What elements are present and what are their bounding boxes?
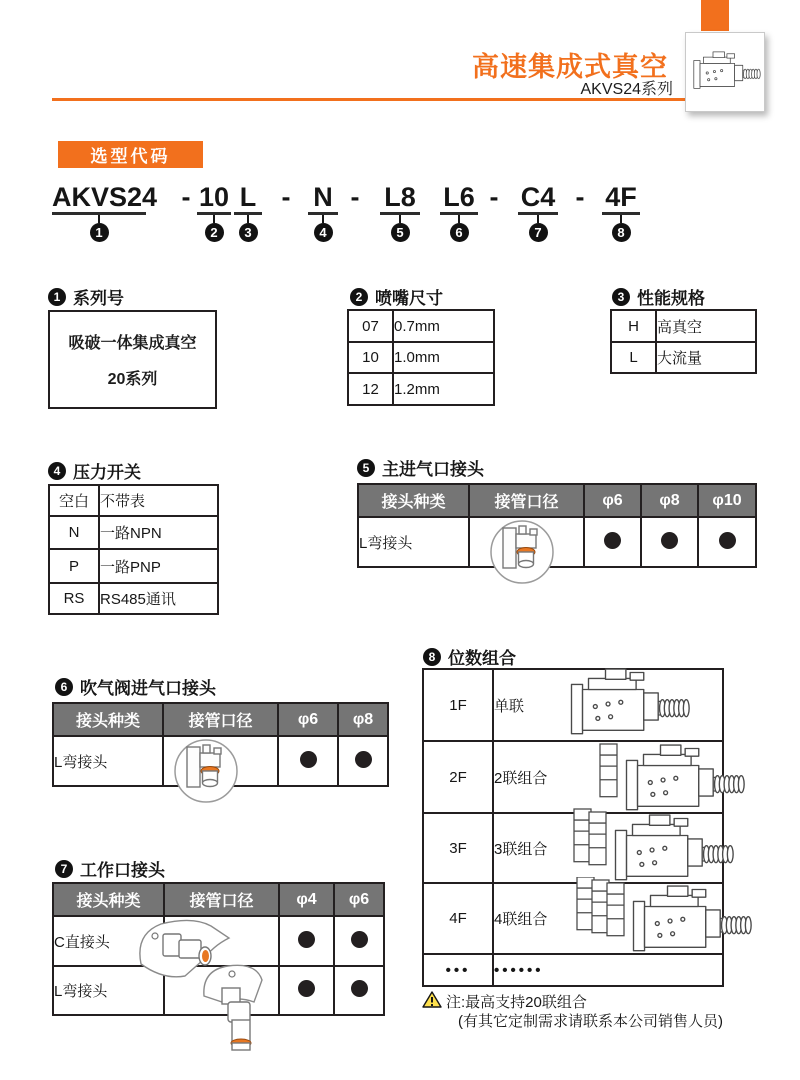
availability-dot [355, 751, 372, 768]
l-elbow-inset-image [488, 518, 556, 586]
availability-dot [351, 980, 368, 997]
switch-code: 空白 [49, 485, 99, 516]
availability-cell [279, 916, 334, 966]
l-elbow-connector-image [198, 962, 270, 1056]
switch-code: N [49, 516, 99, 549]
combo-desc: 单联 [493, 669, 723, 741]
code-index-7: 7 [529, 223, 548, 242]
combo-desc: •••••• [493, 954, 723, 986]
pressure-switch-table [48, 484, 219, 615]
availability-dot [661, 532, 678, 549]
availability-cell [698, 517, 756, 567]
series-line-1: 吸破一体集成真空 [68, 335, 197, 352]
code-segment-nozzle: 10 2 [198, 182, 230, 240]
col-header-phi6: φ6 [278, 703, 338, 736]
valve-thumbnail-image [686, 33, 764, 111]
section-title-main-port: 5 主进气口接头 [357, 455, 484, 480]
combo-code: 1F [423, 669, 493, 741]
connector-type: L弯接头 [53, 736, 163, 786]
code-dash: - [350, 182, 360, 212]
section-number-3: 3 [612, 288, 630, 306]
col-header-phi10: φ10 [698, 484, 756, 517]
col-header-phi6: φ6 [584, 484, 641, 517]
availability-dot [298, 931, 315, 948]
code-segment-performance: L 3 [234, 184, 262, 242]
code-index-6: 6 [450, 223, 469, 242]
availability-dot [298, 980, 315, 997]
valve-image-1f [548, 663, 723, 745]
valve-image-4f [575, 877, 771, 965]
section-title-nozzle: 2 喷嘴尺寸 [350, 284, 443, 309]
code-segment-main-port: L8 5 [380, 184, 420, 242]
connector-type: C直接头 [53, 916, 164, 966]
code-dash: - [181, 182, 191, 212]
header-rule [52, 98, 685, 101]
combo-code: 4F [423, 883, 493, 954]
col-header-bore: 接管口径 [163, 703, 278, 736]
perf-code: H [611, 310, 656, 342]
availability-cell [338, 736, 388, 786]
warning-icon [422, 991, 442, 1009]
nozzle-value: 0.7mm [393, 310, 494, 342]
section-title-stations: 8 位数组合 [423, 644, 516, 669]
combo-desc: 3联组合 [493, 813, 723, 883]
code-dash: - [281, 182, 291, 212]
section-number-1: 1 [48, 288, 66, 306]
availability-dot [719, 532, 736, 549]
availability-cell [584, 517, 641, 567]
section-title-switch: 4 压力开关 [48, 458, 141, 483]
section-number-8: 8 [423, 648, 441, 666]
switch-code: RS [49, 583, 99, 614]
page-title: 高速集成式真空 [472, 52, 668, 82]
nozzle-value: 1.0mm [393, 342, 494, 373]
code-index-4: 4 [314, 223, 333, 242]
availability-dot [604, 532, 621, 549]
note-line-1: 注:最高支持20联组合 [446, 994, 587, 1011]
combo-code: ••• [423, 954, 493, 986]
availability-cell [334, 966, 384, 1015]
perf-value: 高真空 [656, 310, 756, 342]
section-number-2: 2 [350, 288, 368, 306]
code-index-1: 1 [90, 223, 109, 242]
switch-value: 一路NPN [99, 516, 218, 549]
connector-type: L弯接头 [358, 517, 469, 567]
series-line-2: 20系列 [107, 371, 158, 388]
section-number-5: 5 [357, 459, 375, 477]
col-header-type: 接头种类 [358, 484, 469, 517]
perf-value: 大流量 [656, 342, 756, 373]
section-number-4: 4 [48, 462, 66, 480]
nozzle-code: 12 [348, 373, 393, 405]
code-segment-work-port: C4 7 [518, 184, 558, 242]
availability-dot [351, 931, 368, 948]
code-segment-series: AKVS24 1 [52, 182, 158, 240]
nozzle-code: 07 [348, 310, 393, 342]
performance-table [610, 309, 757, 374]
perf-code: L [611, 342, 656, 373]
nozzle-code: 10 [348, 342, 393, 373]
availability-cell [641, 517, 698, 567]
code-segment-switch: N 4 [308, 184, 338, 242]
code-index-3: 3 [239, 223, 258, 242]
connector-type: L弯接头 [53, 966, 164, 1015]
switch-code: P [49, 549, 99, 583]
nozzle-value: 1.2mm [393, 373, 494, 405]
section-number-6: 6 [55, 678, 73, 696]
col-header-type: 接头种类 [53, 703, 163, 736]
switch-value: RS485通讯 [99, 583, 218, 614]
col-header-phi4: φ4 [279, 883, 334, 916]
code-index-5: 5 [391, 223, 410, 242]
combo-code: 2F [423, 741, 493, 813]
main-port-table [357, 483, 757, 568]
availability-cell [278, 736, 338, 786]
section-title-series: 1 系列号 [48, 284, 124, 309]
combo-code: 3F [423, 813, 493, 883]
col-header-phi8: φ8 [338, 703, 388, 736]
col-header-phi6: φ6 [334, 883, 384, 916]
availability-cell [279, 966, 334, 1015]
code-dash: - [489, 182, 499, 212]
availability-dot [300, 751, 317, 768]
series-subtitle: AKVS24系列 [580, 81, 673, 98]
note-line-2: (有其它定制需求请联系本公司销售人员) [458, 1013, 723, 1030]
section-title-performance: 3 性能规格 [612, 284, 705, 309]
valve-image-2f [592, 738, 770, 818]
col-header-bore: 接管口径 [164, 883, 279, 916]
code-index-2: 2 [205, 223, 224, 242]
section-number-7: 7 [55, 860, 73, 878]
col-header-bore: 接管口径 [469, 484, 584, 517]
series-description-box [48, 310, 217, 409]
switch-value: 不带表 [99, 485, 218, 516]
switch-value: 一路PNP [99, 549, 218, 583]
page-corner-accent [701, 0, 729, 31]
section-title-work-port: 7 工作口接头 [55, 856, 165, 881]
combo-desc: 4联组合 [493, 883, 723, 954]
nozzle-size-table [347, 309, 495, 406]
code-dash: - [575, 182, 585, 212]
l-elbow-inset-image [173, 738, 239, 804]
section-title-blow-port: 6 吹气阀进气口接头 [55, 674, 216, 699]
product-thumbnail [685, 32, 765, 112]
combo-desc: 2联组合 [493, 741, 723, 813]
code-segment-blow-port: L6 6 [440, 184, 478, 242]
col-header-type: 接头种类 [53, 883, 164, 916]
availability-cell [334, 916, 384, 966]
code-segment-stations: 4F 8 [602, 184, 640, 242]
col-header-phi8: φ8 [641, 484, 698, 517]
code-index-8: 8 [612, 223, 631, 242]
selection-code-badge: 选型代码 [58, 141, 203, 168]
